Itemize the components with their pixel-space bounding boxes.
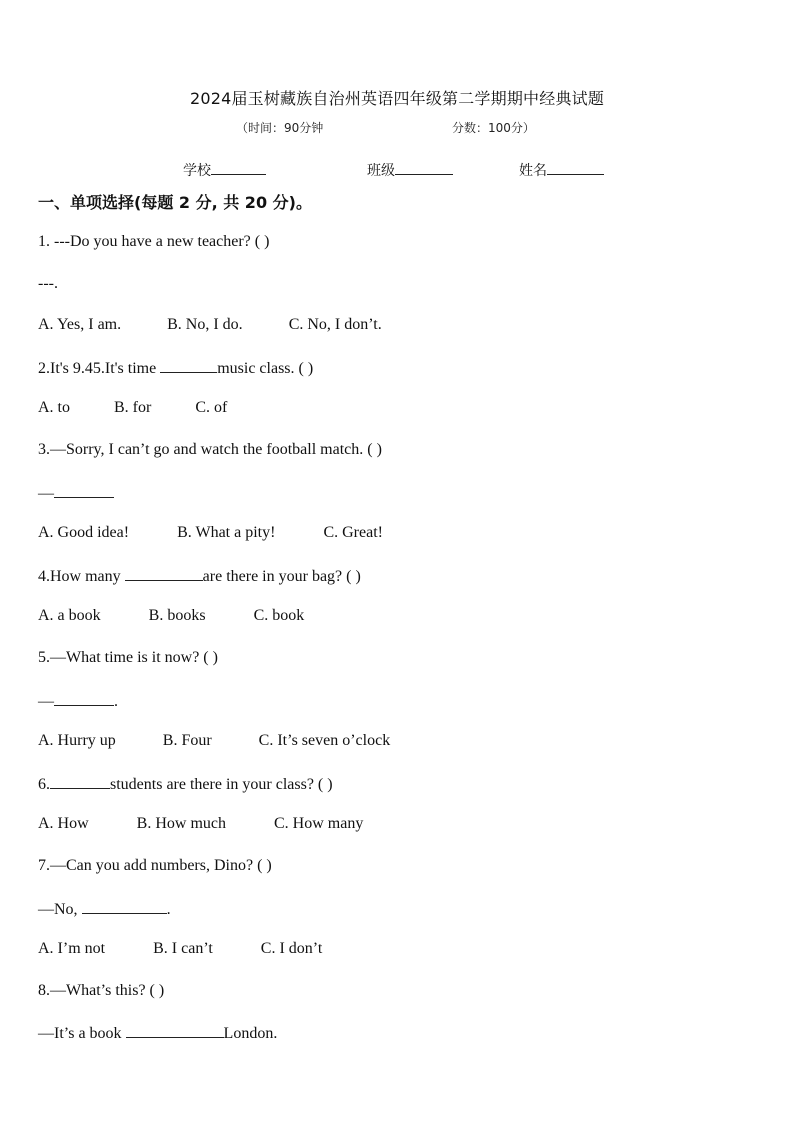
- question-3-reply-text: —: [38, 485, 54, 502]
- option-a[interactable]: A. Good idea!: [38, 524, 130, 541]
- class-label: 班级: [367, 163, 395, 179]
- question-3-options: [38, 524, 383, 542]
- question-8-reply: [38, 1023, 277, 1043]
- option-a[interactable]: A. Hurry up: [38, 732, 116, 749]
- option-c[interactable]: C. I don’t: [260, 940, 323, 957]
- answer-blank[interactable]: [160, 358, 217, 373]
- question-6-text-b: students are there in your class? ( ): [110, 776, 333, 793]
- question-1-stem: 1. ---Do you have a new teacher? ( ): [38, 233, 270, 250]
- option-c[interactable]: C. How many: [274, 815, 364, 832]
- question-5-options: [38, 732, 390, 750]
- option-b[interactable]: B. How much: [136, 815, 226, 832]
- option-a[interactable]: A. to: [38, 399, 70, 416]
- question-8-reply-text: —It’s a book: [38, 1025, 126, 1042]
- answer-blank[interactable]: [50, 774, 110, 789]
- question-8-reply-end: London.: [223, 1025, 278, 1042]
- question-3-stem: 3.—Sorry, I can’t go and watch the football match. ( ): [38, 441, 382, 458]
- question-4-options: [38, 607, 304, 625]
- option-b[interactable]: B. No, I do.: [167, 316, 243, 333]
- question-6-text-a: 6.: [38, 776, 50, 793]
- question-5-reply: [38, 691, 118, 711]
- question-5-reply-text: —: [38, 693, 54, 710]
- school-label: 学校: [183, 163, 211, 179]
- school-field: [183, 160, 266, 180]
- question-4-stem: [38, 566, 361, 586]
- option-b[interactable]: B. books: [148, 607, 206, 624]
- question-5-reply-end: .: [114, 693, 118, 710]
- school-blank[interactable]: [211, 160, 266, 175]
- question-6-options: [38, 815, 363, 833]
- question-1-options: [38, 316, 382, 334]
- answer-blank[interactable]: [125, 566, 203, 581]
- option-c[interactable]: C. It’s seven o’clock: [258, 732, 391, 749]
- answer-blank[interactable]: [82, 899, 167, 914]
- option-b[interactable]: B. for: [114, 399, 152, 416]
- question-7-stem: 7.—Can you add numbers, Dino? ( ): [38, 857, 272, 874]
- exam-score: 分数：100分）: [452, 121, 535, 135]
- option-c[interactable]: C. of: [195, 399, 228, 416]
- exam-meta: [236, 119, 535, 136]
- question-1-reply: ---.: [38, 275, 58, 292]
- class-field: [367, 160, 453, 180]
- question-7-reply: [38, 899, 171, 919]
- question-2-stem: [38, 358, 313, 378]
- question-6-stem: [38, 774, 333, 794]
- option-a[interactable]: A. Yes, I am.: [38, 316, 122, 333]
- answer-blank[interactable]: [54, 691, 114, 706]
- question-7-reply-text: —No,: [38, 901, 82, 918]
- option-b[interactable]: B. Four: [162, 732, 212, 749]
- option-a[interactable]: A. a book: [38, 607, 101, 624]
- option-c[interactable]: C. Great!: [323, 524, 383, 541]
- question-4-text-a: 4.How many: [38, 568, 125, 585]
- option-a[interactable]: A. I’m not: [38, 940, 106, 957]
- option-c[interactable]: C. book: [253, 607, 305, 624]
- question-7-reply-end: .: [166, 901, 171, 918]
- name-field: [519, 160, 604, 180]
- question-2-options: [38, 399, 227, 417]
- exam-time: （时间：90分钟: [236, 121, 324, 135]
- question-2-text-b: music class. ( ): [217, 360, 314, 377]
- option-b[interactable]: B. What a pity!: [177, 524, 276, 541]
- answer-blank[interactable]: [54, 483, 114, 498]
- option-c[interactable]: C. No, I don’t.: [288, 316, 382, 333]
- question-3-reply: [38, 483, 114, 503]
- question-4-text-b: are there in your bag? ( ): [202, 568, 361, 585]
- page-title: 2024届玉树藏族自治州英语四年级第二学期期中经典试题: [189, 89, 605, 108]
- section-heading: 一、单项选择(每题 2 分, 共 20 分)。: [38, 193, 312, 212]
- question-2-text-a: 2.It's 9.45.It's time: [38, 360, 161, 377]
- class-blank[interactable]: [395, 160, 453, 175]
- question-5-stem: 5.—What time is it now? ( ): [38, 649, 218, 666]
- option-a[interactable]: A. How: [38, 815, 89, 832]
- name-blank[interactable]: [547, 160, 604, 175]
- option-b[interactable]: B. I can’t: [153, 940, 213, 957]
- question-8-stem: 8.—What’s this? ( ): [38, 982, 165, 999]
- answer-blank[interactable]: [126, 1023, 224, 1038]
- question-7-options: [38, 940, 322, 958]
- name-label: 姓名: [519, 163, 547, 179]
